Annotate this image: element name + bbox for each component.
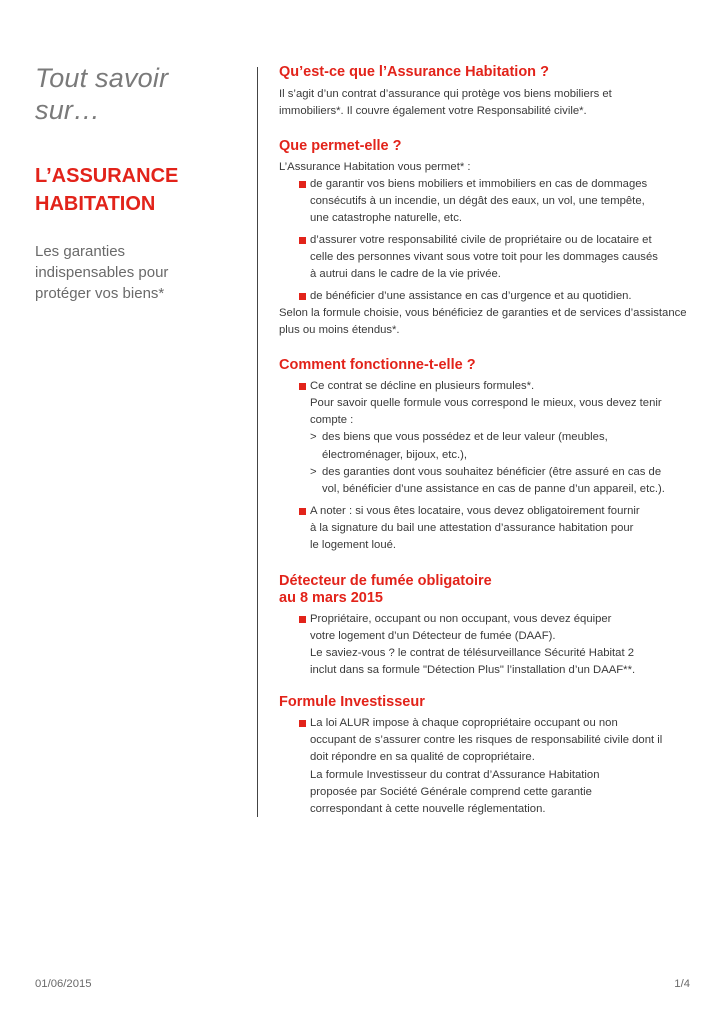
column-divider <box>257 67 258 817</box>
bullet-line: de bénéficier d’une assistance en cas d’urgence et au quotidien. <box>310 289 632 302</box>
footer-date: 01/06/2015 <box>35 978 92 990</box>
document-subtitle <box>35 241 240 304</box>
intro-title <box>35 62 240 126</box>
subtitle-line: Les garanties <box>35 243 126 260</box>
section-heading <box>279 573 699 607</box>
arrow-right-icon: > <box>310 466 317 479</box>
bullet-line: de garantir vos biens mobiliers et immobiliers en cas de dommages <box>310 177 648 190</box>
section-heading: Comment fonctionne-t-elle ? <box>279 356 476 373</box>
intro-title-line: Tout savoir <box>35 63 169 93</box>
bullet-line: Propriétaire, occupant ou non occupant, vous devez équiper <box>310 612 612 625</box>
subtitle-line: indispensables pour <box>35 264 169 281</box>
bullet-line: celle des personnes vivant sous votre toit pour les dommages causés <box>310 251 658 264</box>
section-what-is <box>279 64 699 121</box>
bullet-line: inclut dans sa formule "Détection Plus" l’installation d’un DAAF**. <box>310 664 636 677</box>
bullet-line: à autrui dans le cadre de la vie privée. <box>310 268 501 281</box>
bullet-line: d’assurer votre responsabilité civile de propriétaire ou de locataire et <box>310 233 652 246</box>
section-what-allows <box>279 138 699 340</box>
bullet-line: à la signature du bail une attestation d’assurance habitation pour <box>310 521 634 534</box>
arrow-right-icon: > <box>310 431 317 444</box>
bullet-square-icon <box>299 383 306 390</box>
section-how-it-works <box>279 357 699 555</box>
sub-item <box>310 464 699 499</box>
section-heading-line: au 8 mars 2015 <box>279 589 383 606</box>
sub-item-line: des garanties dont vous souhaitez bénéficier (être assuré en cas de <box>322 466 662 479</box>
bullet-line: correspondant à cette nouvelle réglementation. <box>310 803 546 816</box>
bullet-item <box>279 176 699 228</box>
paragraph-line: Selon la formule choisie, vous bénéficiez de garanties et de services d’assistance <box>279 306 687 319</box>
paragraph-line: L’Assurance Habitation vous permet* : <box>279 160 471 173</box>
bullet-item <box>279 378 699 499</box>
bullet-line: La formule Investisseur du contrat d’Assurance Habitation <box>310 768 600 781</box>
bullet-line: votre logement d’un Détecteur de fumée (DAAF). <box>310 629 556 642</box>
bullet-item <box>279 288 699 305</box>
bullet-line: occupant de s’assurer contre les risques de responsabilité civile dont il <box>310 734 663 747</box>
document-title-line: HABITATION <box>35 193 156 215</box>
section-heading: Formule Investisseur <box>279 693 425 710</box>
bullet-line: doit répondre en sa qualité de copropriétaire. <box>310 751 535 764</box>
bullet-square-icon <box>299 508 306 515</box>
bullet-line: Le saviez-vous ? le contrat de télésurveillance Sécurité Habitat 2 <box>310 647 635 660</box>
document-title <box>35 162 240 218</box>
bullet-line: A noter : si vous êtes locataire, vous devez obligatoirement fournir <box>310 504 640 517</box>
paragraph-line: plus ou moins étendus*. <box>279 324 400 337</box>
subtitle-line: protéger vos biens* <box>35 285 165 302</box>
sub-item <box>310 429 699 464</box>
page-number: 1/4 <box>674 978 690 990</box>
bullet-square-icon <box>299 293 306 300</box>
bullet-line: La loi ALUR impose à chaque copropriétaire occupant ou non <box>310 716 618 729</box>
bullet-item <box>279 715 699 819</box>
bullet-line: le logement loué. <box>310 539 397 552</box>
document-title-line: L’ASSURANCE <box>35 165 179 187</box>
sub-item-line: des biens que vous possédez et de leur valeur (meubles, <box>322 431 608 444</box>
bullet-line: une catastrophe naturelle, etc. <box>310 212 462 225</box>
bullet-square-icon <box>299 181 306 188</box>
intro-title-line: sur… <box>35 95 101 125</box>
bullet-line: compte : <box>310 414 354 427</box>
bullet-square-icon <box>299 720 306 727</box>
bullet-square-icon <box>299 616 306 623</box>
bullet-line: consécutifs à un incendie, un dégât des eaux, un vol, une tempête, <box>310 195 645 208</box>
sub-item-line: électroménager, bijoux, etc.), <box>322 448 468 461</box>
bullet-line: Pour savoir quelle formule vous correspond le mieux, vous devez tenir <box>310 396 662 409</box>
bullet-line: Ce contrat se décline en plusieurs formules*. <box>310 379 535 392</box>
section-heading-line: Détecteur de fumée obligatoire <box>279 572 492 589</box>
bullet-item <box>279 611 699 680</box>
bullet-item <box>279 232 699 284</box>
section-heading: Que permet-elle ? <box>279 137 402 154</box>
section-smoke-detector <box>279 573 699 680</box>
right-column <box>279 64 699 819</box>
bullet-line: proposée par Société Générale comprend cette garantie <box>310 785 592 798</box>
left-column <box>35 62 240 304</box>
section-investor-formula <box>279 694 699 819</box>
bullet-item <box>279 503 699 555</box>
paragraph-line: Il s’agit d’un contrat d’assurance qui protège vos biens mobiliers et <box>279 88 612 100</box>
sub-item-line: vol, bénéficier d’une assistance en cas de panne d’un appareil, etc.). <box>322 483 665 496</box>
section-heading: Qu’est-ce que l’Assurance Habitation ? <box>279 64 549 80</box>
paragraph-line: immobiliers*. Il couvre également votre Responsabilité civile*. <box>279 105 587 118</box>
bullet-square-icon <box>299 237 306 244</box>
